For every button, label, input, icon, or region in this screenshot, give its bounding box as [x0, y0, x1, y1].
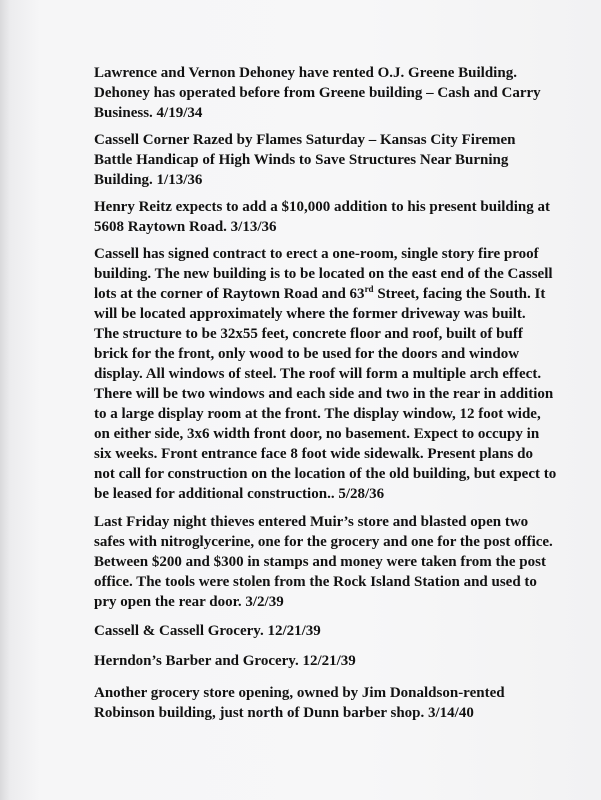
paragraph-donaldson [94, 683, 580, 723]
text-line-with-superscript [94, 284, 580, 304]
text-line: Cassell has signed contract to erect a one-room, single story fire proof [94, 246, 539, 262]
text-line: be leased for additional construction.. 5/28/36 [94, 486, 385, 502]
text-line: 5608 Raytown Road. 3/13/36 [94, 219, 277, 235]
text-line: Henry Reitz expects to add a $10,000 addition to his present building at [94, 199, 550, 215]
text-line: display. All windows of steel. The roof will form a multiple arch effect. [94, 366, 542, 382]
text-line: pry open the rear door. 3/2/39 [94, 594, 284, 610]
paragraph-cassell-contract [94, 244, 580, 504]
text-line: There will be two windows and each side and two in the rear in addition [94, 386, 554, 402]
text-line: to a large display room at the front. The display window, 12 foot wide, [94, 406, 541, 422]
text-line: Last Friday night thieves entered Muir’s store and blasted open two [94, 514, 529, 530]
text-line: office. The tools were stolen from the Rock Island Station and used to [94, 574, 537, 590]
text-line: will be located approximately where the former driveway was built. [94, 306, 526, 322]
text-line: The structure to be 32x55 feet, concrete floor and roof, built of buff [94, 326, 523, 342]
text-line: safes with nitroglycerine, one for the grocery and one for the post office. [94, 534, 553, 550]
text-line: Between $200 and $300 in stamps and money were taken from the post [94, 554, 546, 570]
paragraph-cassell-grocery [94, 621, 580, 641]
paragraph-dehoney [94, 63, 580, 123]
text-segment: lots at the corner of Raytown Road and 63 [94, 286, 365, 302]
text-line: Building. 1/13/36 [94, 172, 203, 188]
paragraph-cassell-fire [94, 130, 580, 190]
paragraph-muir-store [94, 512, 580, 612]
text-line: Herndon’s Barber and Grocery. 12/21/39 [94, 653, 356, 669]
paragraph-reitz [94, 197, 580, 237]
text-line: Business. 4/19/34 [94, 105, 203, 121]
text-line: Cassell & Cassell Grocery. 12/21/39 [94, 623, 321, 639]
text-line: on either side, 3x6 width front door, no basement. Expect to occupy in [94, 426, 540, 442]
text-line: Cassell Corner Razed by Flames Saturday – Kansas City Firemen [94, 132, 516, 148]
text-line: Another grocery store opening, owned by Jim Donaldson-rented [94, 685, 505, 701]
text-line: Battle Handicap of High Winds to Save Structures Near Burning [94, 152, 509, 168]
text-line: Lawrence and Vernon Dehoney have rented O.J. Greene Building. [94, 65, 517, 81]
text-line: Robinson building, just north of Dunn barber shop. 3/14/40 [94, 705, 474, 721]
text-line: six weeks. Front entrance face 8 foot wide sidewalk. Present plans do [94, 446, 533, 462]
text-line: building. The new building is to be located on the east end of the Cassell [94, 266, 553, 282]
superscript-ordinal: rd [364, 284, 374, 294]
text-line: brick for the front, only wood to be used for the doors and window [94, 346, 520, 362]
paragraph-herndon [94, 651, 580, 671]
text-line: Dehoney has operated before from Greene building – Cash and Carry [94, 85, 541, 101]
text-line: not call for construction on the location of the old building, but expect to [94, 466, 557, 482]
text-segment: Street, facing the South. It [373, 286, 546, 302]
